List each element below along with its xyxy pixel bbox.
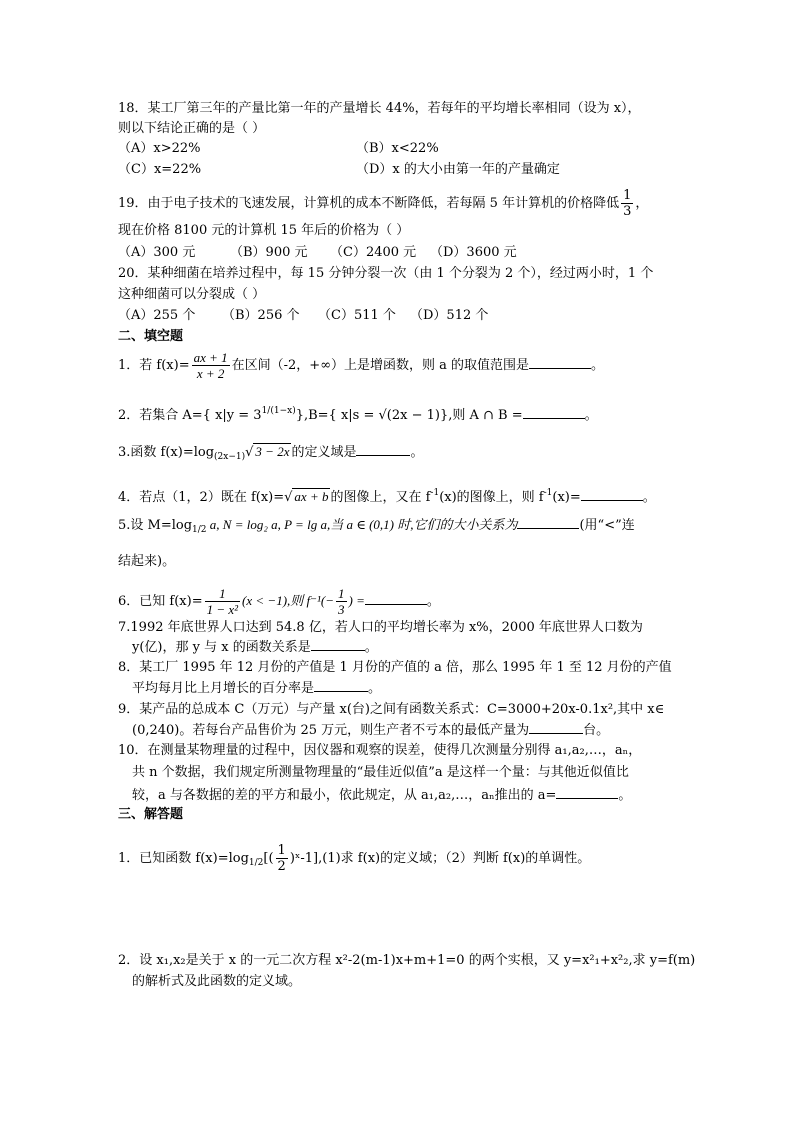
fill-q2-end: 。 bbox=[584, 408, 598, 423]
fill-q4-text-3: (x)= bbox=[552, 490, 581, 505]
fill-q3-end: 。 bbox=[410, 445, 424, 460]
fill-q4-end: 。 bbox=[642, 490, 656, 505]
fill-q9-text: (0,240)。若每台产品售价为 25 万元，则生产者不亏本的最低产量为 bbox=[132, 723, 530, 738]
fill-q7-blank bbox=[311, 638, 365, 651]
q18-stem: 18．某工厂第三年的产量比第一年的产量增长 44%，若每年的平均增长率相同（设为 x）， bbox=[118, 101, 641, 116]
fill-q1-text: 在区间（-2，+∞）上是增函数，则 a 的取值范围是 bbox=[231, 358, 530, 373]
q19-option-b: （B）900 元 bbox=[230, 245, 308, 260]
fill-q2-exponent: 1/(1−x) bbox=[261, 406, 296, 416]
fill-q3: 3.函数 $f(x)=\log_{(2x-1)}√$ 3 − 2x 的定义域是 。 bbox=[118, 444, 424, 462]
fill-q6-fraction bbox=[205, 586, 240, 617]
fill-q5-blank bbox=[517, 516, 579, 529]
fill-q6-fraction-2 bbox=[336, 586, 347, 617]
solve-q1-log-base: 1/2 bbox=[248, 858, 264, 868]
fill-q9: 9．某产品的总成本 C（万元）与产量 x(台)之间有函数关系式：C=3000+20x-0.1x²,其中 x∈ bbox=[118, 702, 665, 717]
q18-option-a: （A）x>22% bbox=[118, 141, 201, 156]
fill-q6-mid: (x < −1),则 f⁻¹(− bbox=[242, 593, 334, 608]
solve-q1-text: )ˣ-1],(1)求 f(x)的定义域；（2）判断 f(x)的单调性。 bbox=[289, 851, 591, 866]
q19-stem-2: 现在价格 8100 元的计算机 15 年后的价格为（ ） bbox=[118, 223, 410, 238]
q20-stem-2: 这种细菌可以分裂成（ ） bbox=[118, 287, 266, 302]
fill-q4-text: 的图像上，又在 f bbox=[330, 490, 431, 505]
fill-q1-den: x + 2 bbox=[196, 366, 225, 381]
fill-q10-text: 较，a 与各数据的差的平方和最小，依此规定，从 a₁,a₂,…，aₙ推出的 a= bbox=[132, 788, 557, 803]
fill-q2 bbox=[118, 402, 598, 425]
solve-q1-fraction bbox=[276, 843, 288, 874]
fill-q6-end: 。 bbox=[426, 594, 440, 609]
fill-q2-mid: },B={ x|s = √(2x − 1)},则 A ∩ B = bbox=[295, 408, 523, 423]
fill-q10-line3 bbox=[132, 786, 631, 805]
q19-frac-num: 1 bbox=[623, 188, 632, 203]
fill-q6 bbox=[118, 586, 440, 617]
fill-q8: 8．某工厂 1995 年 12 月份的产值是 1 月份的产值的 a 倍，那么 1995 年 1 至 12 月份的产值 bbox=[118, 660, 672, 675]
q18-option-c: （C）x=22% bbox=[118, 162, 202, 177]
q19-option-d: （D）3600 元 bbox=[430, 245, 517, 260]
fill-q5-log-base: 1/2 bbox=[192, 525, 207, 535]
fill-q6-den-2: 3 bbox=[338, 602, 345, 617]
section-fill-in-heading: 二、填空题 bbox=[118, 329, 184, 344]
fill-q6-pre: 6．已知 f(x)= bbox=[118, 594, 203, 609]
fill-q4-text-2: (x)的图像上，则 f bbox=[439, 490, 544, 505]
solve-q1 bbox=[118, 843, 590, 874]
fill-q6-num-2: 1 bbox=[338, 586, 345, 601]
fill-q8-blank bbox=[314, 679, 368, 692]
solve-q2: 2．设 x₁,x₂是关于 x 的一元二次方程 x²-2(m-1)x+m+1=0 的两个实根，又 y=x²₁+x²₂,求 y=f(m) bbox=[118, 953, 696, 968]
fill-q10-line2: 共 n 个数据，我们规定所测量物理量的“最佳近似值”a 是这样一个量：与其他近似值比 bbox=[132, 765, 629, 780]
fill-q7-end: 。 bbox=[364, 640, 378, 655]
fill-q9-end: 台。 bbox=[583, 723, 610, 738]
q18-stem-2: 则以下结论正确的是（ ） bbox=[118, 121, 266, 136]
fill-q7-text: y(亿)，那 y 与 x 的函数关系是 bbox=[132, 640, 311, 655]
fill-q7-line2 bbox=[132, 638, 378, 657]
fill-q3-log-base: (2x−1) bbox=[214, 452, 246, 462]
fill-q2-blank bbox=[523, 406, 585, 419]
fill-q5-pre: 5.设 M=log bbox=[118, 518, 193, 533]
q19-option-c: （C）2400 元 bbox=[330, 245, 417, 260]
solve-q1-mid: [( bbox=[263, 851, 274, 866]
fill-q5 bbox=[118, 516, 635, 539]
q20-stem: 20．某种细菌在培养过程中，每 15 分钟分裂一次（由 1 个分裂为 2 个），经过两小时，1 个 bbox=[118, 266, 654, 281]
fill-q8-end: 。 bbox=[368, 681, 382, 696]
q19-fraction bbox=[621, 188, 633, 219]
solve-q1-num: 1 bbox=[277, 843, 286, 858]
solve-q1-pre: 1．已知函数 f(x)=log bbox=[118, 851, 249, 866]
fill-q4-radicand: ax + b bbox=[294, 489, 329, 504]
fill-q3-text: 的定义域是 bbox=[291, 445, 357, 460]
q20-option-a: （A）255 个 bbox=[118, 308, 196, 323]
fill-q9-blank bbox=[529, 721, 583, 734]
fill-q4-inverse-2: -1 bbox=[543, 488, 553, 498]
fill-q3-radicand: 3 − 2x bbox=[255, 444, 290, 459]
q19-option-a: （A）300 元 bbox=[118, 245, 196, 260]
fill-q8-line2 bbox=[132, 679, 381, 698]
fill-q3-pre: 3.函数 f(x)=log bbox=[118, 445, 215, 460]
fill-q4: 4．若点（1，2）既在 f(x)=√ ax + b 的图像上，又在 $f^{-1}(x)$的图像上，则 $f^{-1}(x)=$ 。 bbox=[118, 488, 656, 505]
fill-q5-line2: 结起来)。 bbox=[118, 554, 176, 569]
fill-q1-num: ax + 1 bbox=[193, 350, 228, 365]
q18-option-b: （B）x<22% bbox=[356, 141, 439, 156]
fill-q5-mid: a, N = log₂ a, P = lg a,当 a ∈ (0,1) 时,它们的大小关系为 bbox=[206, 517, 518, 532]
fill-q1 bbox=[118, 350, 604, 381]
fill-q1-fraction bbox=[192, 350, 230, 381]
solve-q1-den: 2 bbox=[277, 859, 286, 874]
fill-q6-blank bbox=[365, 592, 427, 605]
fill-q3-blank bbox=[356, 443, 410, 456]
fill-q4-pre: 4．若点（1，2）既在 f(x)= bbox=[118, 490, 285, 505]
fill-q7: 7.1992 年底世界人口达到 54.8 亿，若人口的平均增长率为 x%，2000 年底世界人口数为 bbox=[118, 620, 643, 635]
q19-stem-end: ， bbox=[635, 196, 649, 211]
fill-q4-inverse: -1 bbox=[430, 488, 440, 498]
fill-q10: 10．在测量某物理量的过程中，因仪器和观察的误差，使得几次测量分别得 a₁,a₂,…，aₙ， bbox=[118, 743, 642, 758]
q19-stem bbox=[118, 188, 648, 219]
fill-q1-pre: 1．若 f(x)= bbox=[118, 358, 190, 373]
fill-q2-pre: 2．若集合 A={ x|y = 3 bbox=[118, 408, 262, 423]
fill-q8-text: 平均每月比上月增长的百分率是 bbox=[132, 681, 315, 696]
fill-q6-post: ) = bbox=[348, 593, 365, 608]
fill-q10-end: 。 bbox=[618, 788, 632, 803]
q20-option-b: （B）256 个 bbox=[222, 308, 300, 323]
q19-frac-den: 3 bbox=[623, 204, 632, 219]
q20-option-c: （C）511 个 bbox=[318, 308, 396, 323]
fill-q10-blank bbox=[556, 786, 618, 799]
q20-option-d: （D）512 个 bbox=[410, 308, 489, 323]
fill-q5-note: (用“<”连 bbox=[579, 518, 635, 533]
section-solve-heading: 三、解答题 bbox=[118, 807, 184, 822]
fill-q1-end: 。 bbox=[591, 358, 605, 373]
fill-q1-blank bbox=[529, 356, 591, 369]
q19-stem-text: 19．由于电子技术的飞速发展，计算机的成本不断降低，若每隔 5 年计算机的价格降低 bbox=[118, 196, 620, 211]
fill-q6-num: 1 bbox=[205, 586, 240, 602]
solve-q2-line2: 的解析式及此函数的定义域。 bbox=[132, 974, 302, 989]
fill-q4-blank bbox=[581, 488, 643, 501]
q18-option-d: （D）x 的大小由第一年的产量确定 bbox=[356, 162, 560, 177]
fill-q9-line2 bbox=[132, 721, 609, 740]
fill-q6-den: 1 − x² bbox=[206, 602, 239, 617]
